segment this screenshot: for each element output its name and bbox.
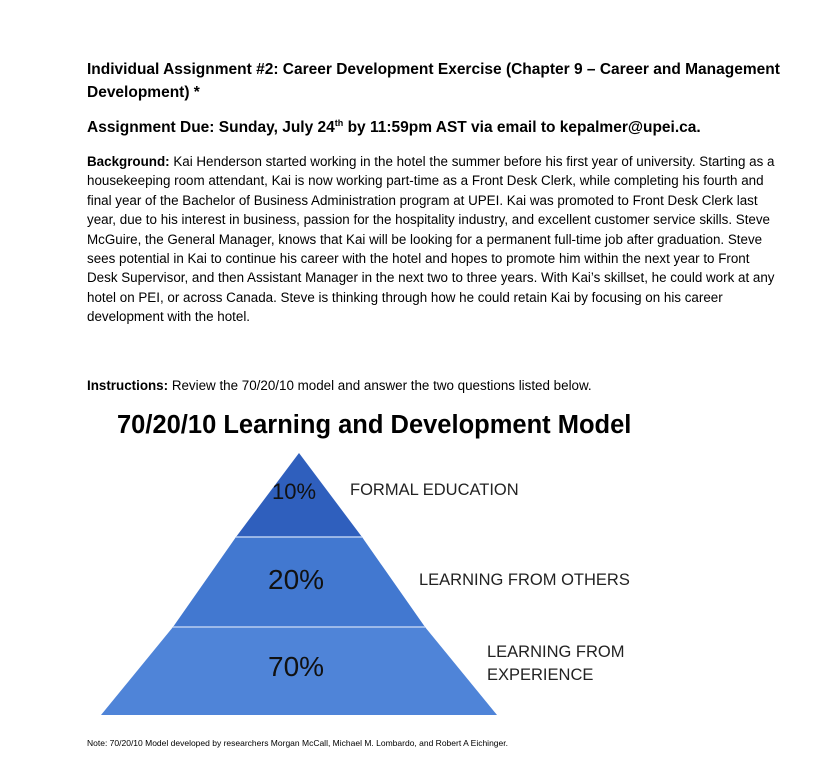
instructions-label: Instructions:: [87, 378, 169, 393]
instructions-text: Review the 70/20/10 model and answer the two questions listed below.: [168, 378, 592, 393]
model-source-note: Note: 70/20/10 Model developed by researchers Morgan McCall, Michael M. Lombardo, and Robert A Eichinger.: [87, 738, 508, 748]
due-prefix: Assignment Due: Sunday, July 24: [87, 119, 335, 136]
assignment-title: Individual Assignment #2: Career Development Exercise (Chapter 9 – Career and Management Development) *: [87, 61, 780, 101]
tier-bottom-percent: 70%: [268, 651, 325, 682]
tier-top-percent: 10%: [272, 479, 317, 504]
background-text: Kai Henderson started working in the hotel the summer before his first year of university. Starting as a housekeeping room attendant, Kai is now working part-time as a Front Desk Clerk, while completing his fourth and final year of the Bachelor of Business Administration program at UPEI. Kai was promoted to Front Desk Clerk last year, due to his interest in business, passion for the hospitality industry, and excellent customer service skills. Steve McGuire, the General Manager, knows that Kai will be looking for a permanent full-time job after graduation. Steve sees potential in Kai to continue his career with the hotel and hopes to promote him within the next year to Front Desk Supervisor, and then Assistant Manager in the next two to three years. With Kai’s skillset, he could work at any hotel on PEI, or across Canada. Steve is thinking through how he could retain Kai by focusing on his career development with the hotel.: [87, 154, 775, 325]
tier-middle-label: LEARNING FROM OTHERS: [419, 571, 630, 589]
tier-middle-percent: 20%: [268, 564, 325, 595]
background-label: Background:: [87, 154, 170, 169]
tier-bottom-label-line2: EXPERIENCE: [487, 666, 594, 684]
due-suffix: by 11:59pm AST via email to kepalmer@upei.ca.: [343, 119, 701, 136]
tier-top-label: FORMAL EDUCATION: [350, 481, 519, 499]
model-title: 70/20/10 Learning and Development Model: [117, 411, 632, 439]
tier-bottom-label-line1: LEARNING FROM: [487, 643, 625, 661]
due-superscript: th: [334, 118, 344, 128]
